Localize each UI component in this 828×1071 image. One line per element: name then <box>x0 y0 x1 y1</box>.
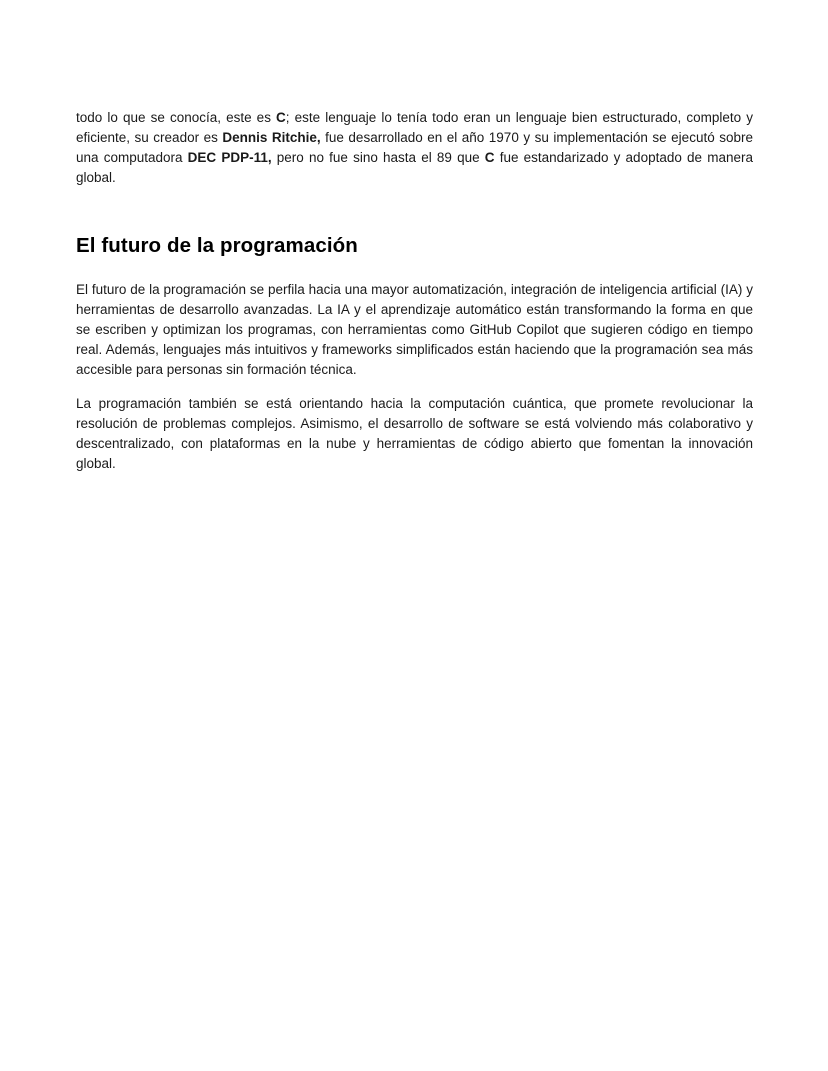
section-paragraph: La programación también se está orientando hacia la computación cuántica, que promete revolucionar la resolución de problemas complejos. Asimismo, el desarrollo de software se está volviendo más colaborativo y descentralizado, con plataformas en la nube y herramientas de código abierto que fomentan la innovación global. <box>76 396 753 471</box>
paragraph-segment: pero no fue sino hasta el 89 que <box>271 150 485 165</box>
paragraph-segment-bold: Dennis Ritchie, <box>222 130 321 145</box>
section-paragraph: El futuro de la programación se perfila hacia una mayor automatización, integración de inteligencia artificial (IA) y herramientas de desarrollo avanzadas. La IA y el aprendizaje automático están transformando la forma en que se escriben y optimizan los programas, con herramientas como GitHub Copilot que sugieren código en tiempo real. Además, lenguajes más intuitivos y frameworks simplificados están haciendo que la programación sea más accesible para personas sin formación técnica. <box>76 282 753 377</box>
paragraph-segment: ; este lenguaje lo tenía todo eran un lenguaje bien estructurado, completo y eficiente, su creador es <box>76 110 753 145</box>
paragraph-segment-bold: DEC PDP-11, <box>187 150 272 165</box>
paragraph-segment-bold: C <box>484 150 495 165</box>
paragraph-segment-bold: C <box>276 110 286 125</box>
paragraph-segment: fue estandarizado y adoptado de manera global. <box>76 150 753 185</box>
section-heading: El futuro de la programación <box>76 234 358 257</box>
paragraph-segment: fue desarrollado en el año 1970 y su implementación se ejecutó sobre una computadora <box>76 130 753 165</box>
intro-paragraph <box>76 108 753 188</box>
paragraph-segment: todo lo que se conocía, este es <box>76 110 277 125</box>
